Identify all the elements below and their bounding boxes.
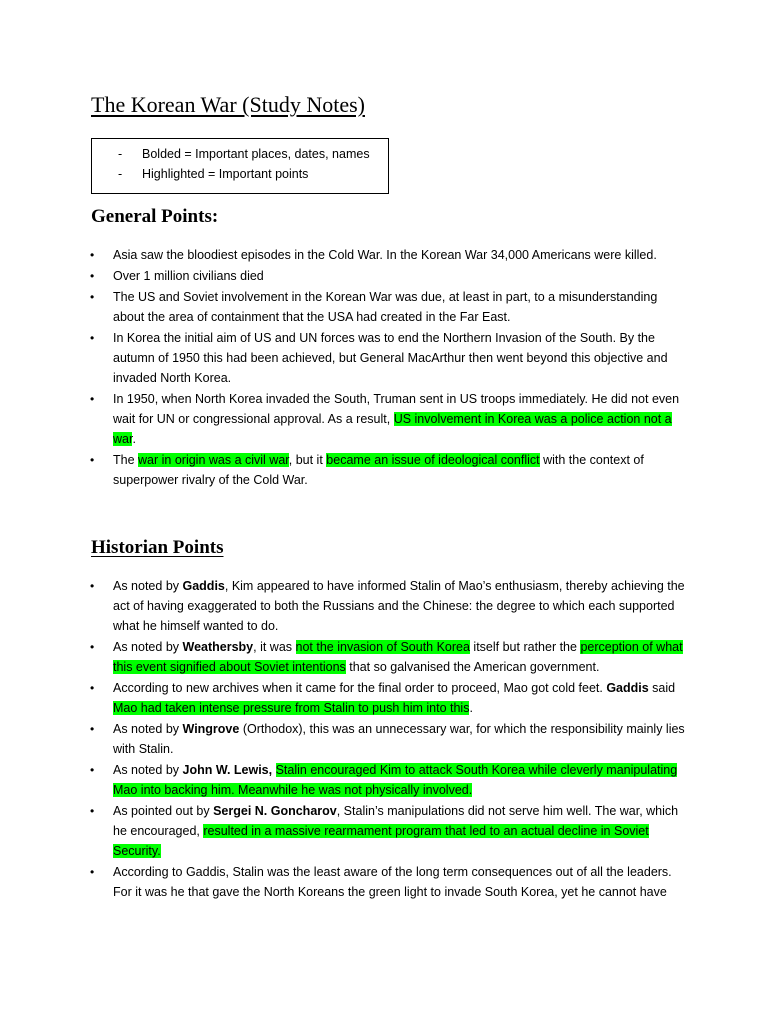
bullet-item xyxy=(0,389,688,449)
bold-text: Wingrove xyxy=(182,722,240,736)
legend-text: Highlighted = Important points xyxy=(142,167,309,181)
highlighted-text: not the invasion of South Korea xyxy=(295,640,470,654)
bullet-text: According to new archives when it came for the final order to proceed, Mao got cold feet. xyxy=(113,681,607,695)
bold-text: Weathersby xyxy=(182,640,254,654)
bullet-item xyxy=(0,760,688,800)
bullet-text: As noted by xyxy=(113,579,183,593)
bullet-text: , Stalin’s manipulations did not serve him well. The war, which he encouraged, xyxy=(113,804,679,838)
legend-item xyxy=(118,144,370,164)
bullet-text: (Orthodox), this was an unnecessary war, for which the responsibility mainly lies with Stalin. xyxy=(113,722,685,756)
bullet-text: Asia saw the bloodiest episodes in the Cold War. In the Korean War 34,000 Americans were killed. xyxy=(113,248,657,262)
bullet-text: with the context of superpower rivalry of the Cold War. xyxy=(113,453,644,487)
legend-item xyxy=(118,164,370,184)
bold-text: John W. Lewis, xyxy=(182,763,273,777)
highlighted-text: resulted in a massive rearmament program that led to an actual decline in Soviet Security. xyxy=(113,824,649,858)
bullet-item xyxy=(0,862,688,902)
bold-text: Gaddis xyxy=(606,681,649,695)
general-points-list xyxy=(0,245,768,491)
legend-list xyxy=(118,144,370,184)
highlighted-text: war in origin was a civil war xyxy=(138,453,289,467)
bullet-text: itself but rather the xyxy=(469,640,581,654)
bullet-item xyxy=(0,287,688,327)
bullet-text: The xyxy=(113,453,139,467)
bullet-text: said xyxy=(648,681,676,695)
bullet-text: As noted by xyxy=(113,640,183,654)
bullet-item xyxy=(0,245,688,265)
highlighted-text: Stalin encouraged Kim to attack South Korea while cleverly manipulating Mao into backing him. Meanwhile he was not physically involved. xyxy=(113,763,678,797)
page-title: The Korean War (Study Notes) xyxy=(91,92,365,117)
bullet-text: The US and Soviet involvement in the Korean War was due, at least in part, to a misunderstanding about the area of containment that the USA had created in the Far East. xyxy=(113,290,658,324)
bullet-item xyxy=(0,450,688,490)
highlighted-text: became an issue of ideological conflict xyxy=(326,453,540,467)
bullet-text: Over 1 million civilians died xyxy=(113,269,264,283)
bullet-text: that so galvanised the American government. xyxy=(345,660,600,674)
legend-text: Bolded = Important places, dates, names xyxy=(142,147,370,161)
bullet-item xyxy=(0,328,688,388)
bullet-text: In Korea the initial aim of US and UN forces was to end the Northern Invasion of the South. By the autumn of 1950 this had been achieved, but General MacArthur then went beyond this objective and invaded North Korea. xyxy=(113,331,668,385)
bullet-text: As noted by xyxy=(113,763,183,777)
bullet-text: , it was xyxy=(253,640,296,654)
bullet-text: In 1950, when North Korea invaded the South, Truman sent in US troops immediately. He did not even wait for UN or congressional approval. As a result, xyxy=(113,392,680,426)
bullet-item xyxy=(0,678,688,718)
bullet-item xyxy=(0,719,688,759)
bullet-item xyxy=(0,637,688,677)
highlighted-text: US involvement in Korea was a police action not a war xyxy=(113,412,672,446)
highlighted-text: perception of what this event signified about Soviet intentions xyxy=(113,640,683,674)
historian-points-heading: Historian Points xyxy=(91,537,224,558)
highlighted-text: Mao had taken intense pressure from Stalin to push him into this xyxy=(113,701,470,715)
bullet-item xyxy=(0,801,688,861)
bullet-text: . xyxy=(469,701,473,715)
bullet-text: As noted by xyxy=(113,722,183,736)
bullet-item xyxy=(0,576,688,636)
historian-points-list xyxy=(0,576,768,903)
bullet-text: . xyxy=(132,432,136,446)
bullet-text: , but it xyxy=(288,453,327,467)
bold-text: Gaddis xyxy=(182,579,225,593)
legend-box xyxy=(91,138,389,194)
legend-dash: - xyxy=(118,167,123,181)
bullet-text: As pointed out by xyxy=(113,804,214,818)
bullet-text: According to Gaddis, Stalin was the least aware of the long term consequences out of all the leaders. For it was he that gave the North Koreans the green light to invade South Korea, yet he cannot have xyxy=(113,865,672,899)
bullet-text: , Kim appeared to have informed Stalin of Mao’s enthusiasm, thereby achieving the act of having exaggerated to both the Russians and the Chinese: the degree to which each supported what he himself wanted to do. xyxy=(113,579,685,633)
bold-text: Sergei N. Goncharov xyxy=(213,804,337,818)
bullet-item xyxy=(0,266,688,286)
general-points-heading: General Points: xyxy=(91,206,219,227)
legend-dash: - xyxy=(118,147,123,161)
